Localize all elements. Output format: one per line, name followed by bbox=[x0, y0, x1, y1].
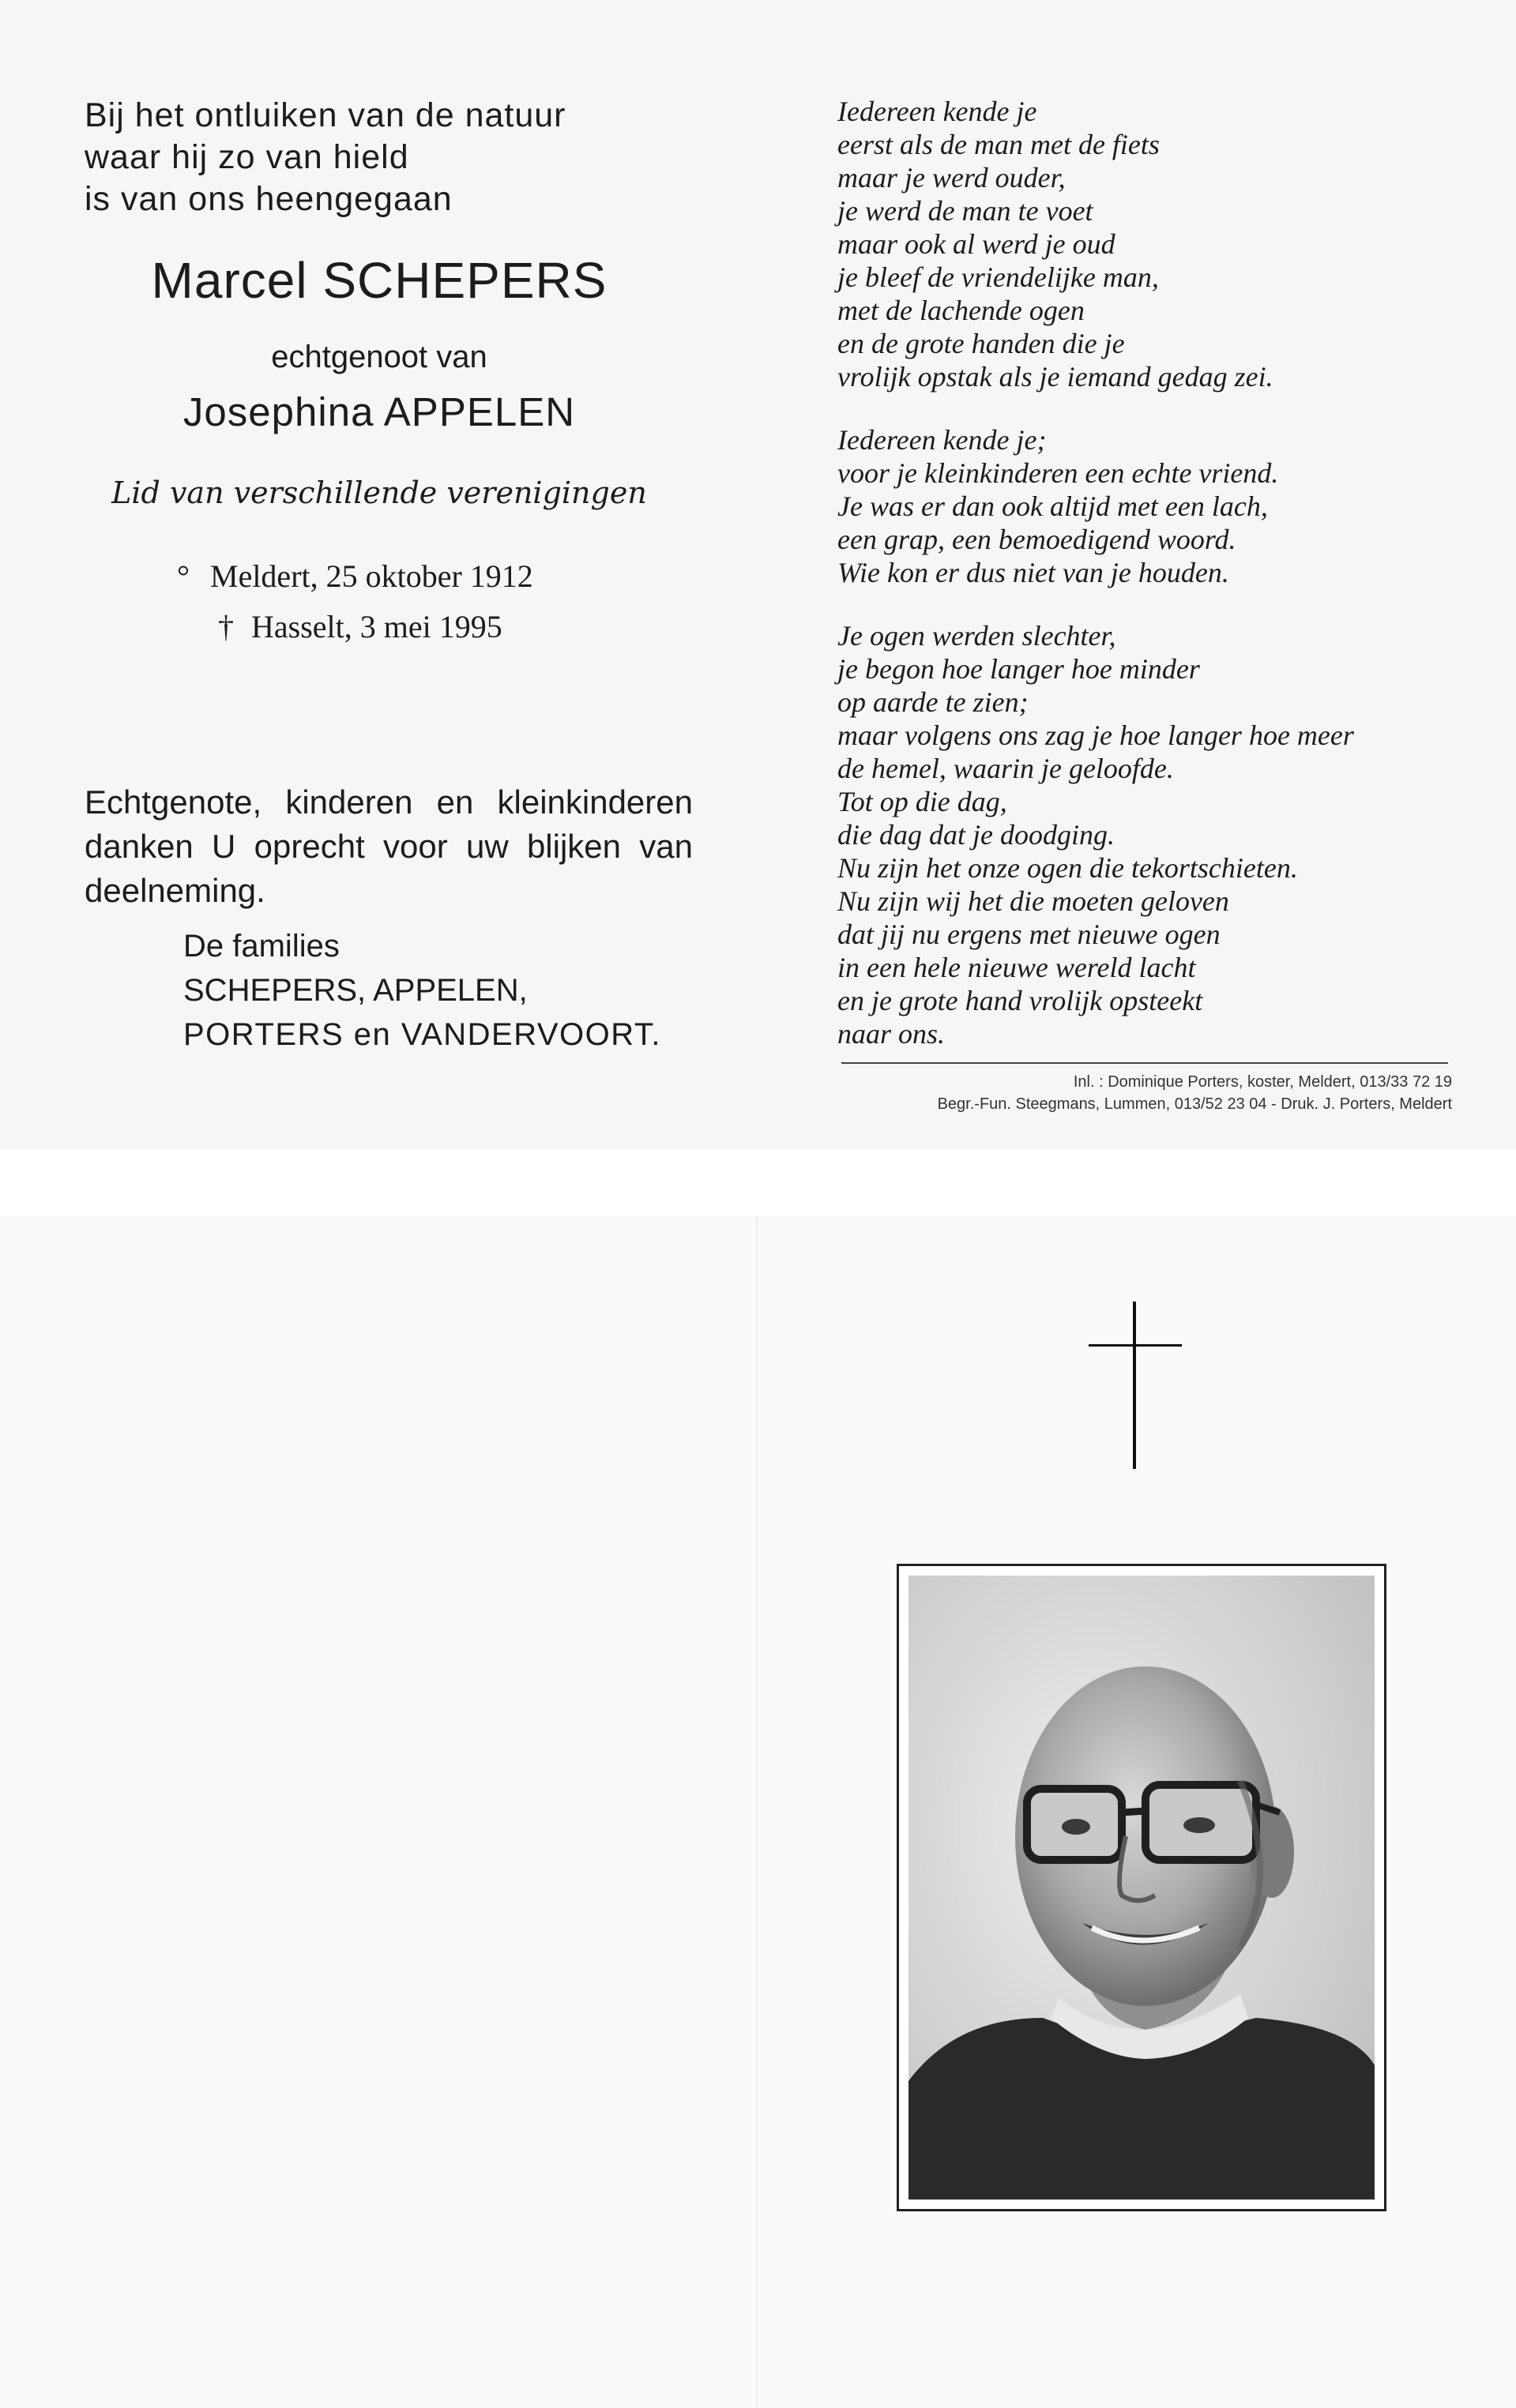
spouse-label: echtgenoot van bbox=[271, 340, 487, 374]
membership-note: Lid van verschillende verenigingen bbox=[111, 475, 647, 510]
poem-line: maar volgens ons zag je hoe langer hoe meer bbox=[837, 719, 1354, 751]
poem-stanza bbox=[837, 619, 1469, 1050]
intro-text bbox=[85, 95, 566, 220]
birth-line bbox=[177, 558, 533, 595]
portrait-illustration bbox=[908, 1576, 1375, 2200]
poem-line: je werd de man te voet bbox=[837, 195, 1093, 227]
poem-line: op aarde te zien; bbox=[837, 686, 1029, 718]
death-line bbox=[218, 608, 502, 645]
poem-line: voor je kleinkinderen een echte vriend. bbox=[837, 457, 1279, 489]
poem-line: vrolijk opstak als je iemand gedag zei. bbox=[837, 361, 1273, 393]
poem-line: Iedereen kende je bbox=[837, 96, 1037, 127]
families-line: PORTERS en VANDERVOORT. bbox=[183, 1017, 662, 1052]
card-inside bbox=[0, 0, 1516, 1149]
poem-line: de hemel, waarin je geloofde. bbox=[837, 753, 1174, 784]
poem-line: Iedereen kende je; bbox=[837, 424, 1047, 456]
poem-line: een grap, een bemoedigend woord. bbox=[837, 524, 1236, 555]
fold-line bbox=[756, 1216, 758, 2408]
intro-line: waar hij zo van hield bbox=[85, 138, 409, 176]
death-symbol: † bbox=[218, 609, 234, 644]
spouse-name: Josephina APPELEN bbox=[182, 389, 576, 434]
poem bbox=[837, 95, 1469, 1080]
poem-line: Nu zijn het onze ogen die tekortschieten. bbox=[837, 852, 1298, 884]
intro-line: is van ons heengegaan bbox=[85, 180, 453, 218]
poem-stanza bbox=[837, 423, 1469, 589]
poem-line: maar je werd ouder, bbox=[837, 162, 1066, 193]
poem-line: die dag dat je doodging. bbox=[837, 819, 1115, 851]
poem-stanza bbox=[837, 95, 1469, 393]
families-label: De families bbox=[183, 929, 340, 964]
birth-symbol: ° bbox=[177, 558, 190, 594]
credits-line: Inl. : Dominique Porters, koster, Meldert, 013/33 72 19 bbox=[1073, 1073, 1452, 1091]
deceased-name: Marcel SCHEPERS bbox=[151, 252, 608, 309]
poem-line: en de grote handen die je bbox=[837, 328, 1125, 359]
poem-line: Je was er dan ook altijd met een lach, bbox=[837, 490, 1268, 522]
families-line: SCHEPERS, APPELEN, bbox=[183, 973, 528, 1008]
birth-date: Meldert, 25 oktober 1912 bbox=[210, 558, 533, 594]
left-page bbox=[0, 0, 758, 1149]
poem-line: naar ons. bbox=[837, 1018, 946, 1050]
thanks-text: Echtgenote, kinderen en kleinkinderen danken U oprecht voor uw blijken van deelneming. bbox=[85, 783, 693, 909]
credits-line: Begr.-Fun. Steegmans, Lummen, 013/52 23 04 - Druk. J. Porters, Meldert bbox=[937, 1095, 1452, 1113]
credits-divider bbox=[841, 1062, 1448, 1064]
poem-line: maar ook al werd je oud bbox=[837, 228, 1115, 260]
poem-line: en je grote hand vrolijk opsteekt bbox=[837, 985, 1203, 1016]
poem-line: dat jij nu ergens met nieuwe ogen bbox=[837, 918, 1221, 950]
poem-line: Nu zijn wij het die moeten geloven bbox=[837, 885, 1229, 917]
poem-line: eerst als de man met de fiets bbox=[837, 129, 1160, 160]
families-block bbox=[183, 924, 661, 1057]
intro-line: Bij het ontluiken van de natuur bbox=[85, 96, 566, 134]
portrait-frame bbox=[897, 1564, 1386, 2211]
cross-icon bbox=[1089, 1302, 1182, 1469]
printer-credits bbox=[837, 1071, 1452, 1115]
poem-line: Wie kon er dus niet van je houden. bbox=[837, 557, 1229, 588]
poem-line: Je ogen werden slechter, bbox=[837, 620, 1116, 652]
poem-line: je begon hoe langer hoe minder bbox=[837, 653, 1200, 685]
poem-line: je bleef de vriendelijke man, bbox=[837, 261, 1159, 293]
poem-line: met de lachende ogen bbox=[837, 295, 1085, 326]
poem-line: Tot op die dag, bbox=[837, 786, 1007, 817]
poem-line: in een hele nieuwe wereld lacht bbox=[837, 952, 1196, 983]
death-date: Hasselt, 3 mei 1995 bbox=[251, 609, 502, 644]
portrait-photo bbox=[908, 1576, 1375, 2200]
